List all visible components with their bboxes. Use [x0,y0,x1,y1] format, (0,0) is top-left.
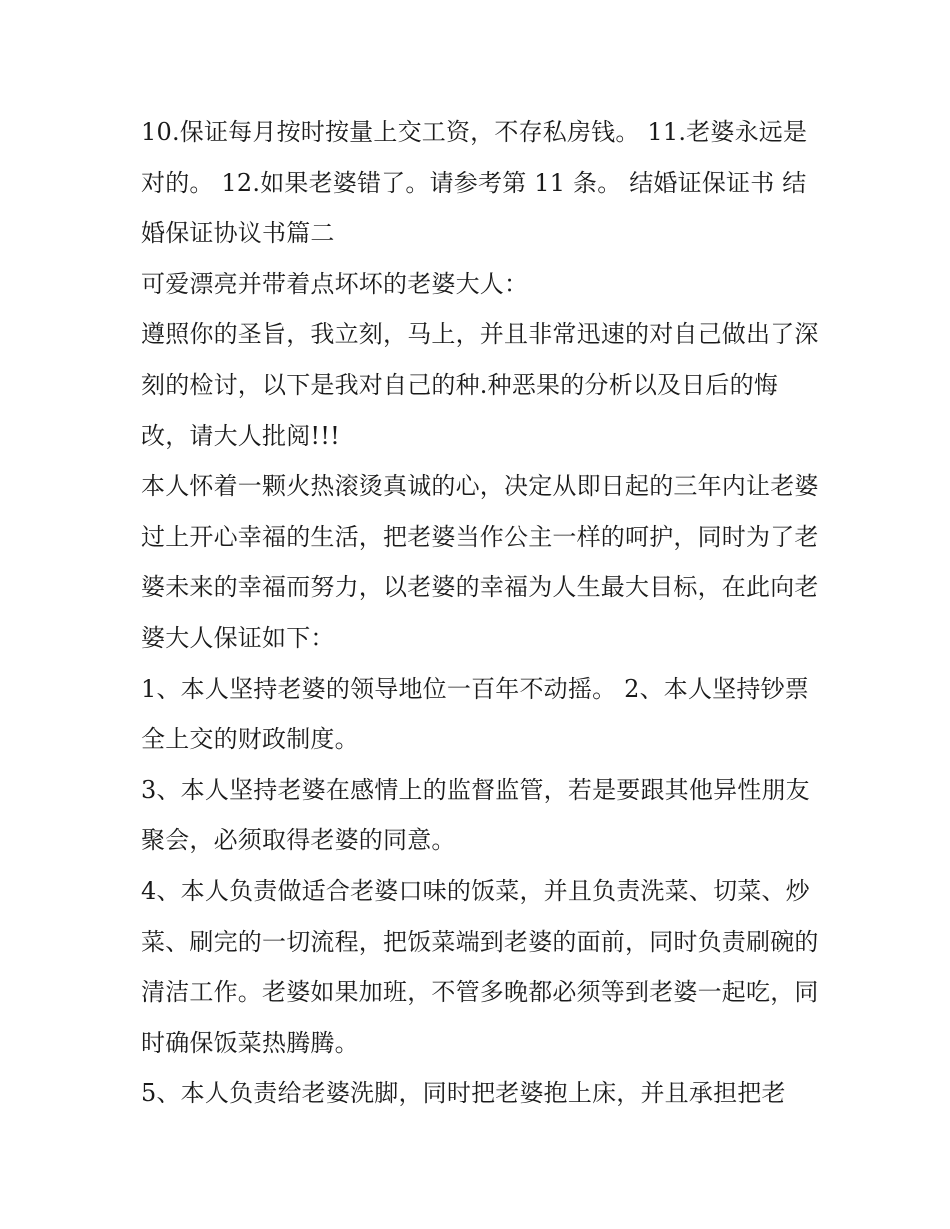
paragraph-item-3: 3、本人坚持老婆在感情上的监督监管，若是要跟其他异性朋友聚会，必须取得老婆的同意。 [141,775,810,855]
paragraph-pledge-items-10-12: 10.保证每月按时按量上交工资，不存私房钱。 11.老婆永远是对的。 12.如果老婆错了。请参考第 11 条。 结婚证保证书 结婚保证协议书篇二 [141,118,808,248]
paragraph-introduction: 遵照你的圣旨，我立刻，马上，并且非常迅速的对自己做出了深刻的检讨，以下是我对自己的种.种恶果的分析以及日后的悔改，请大人批阅!!! [141,320,819,450]
paragraph-item-4: 4、本人负责做适合老婆口味的饭菜，并且负责洗菜、切菜、炒菜、刷完的一切流程，把饭菜端到老婆的面前，同时负责刷碗的清洁工作。老婆如果加班，不管多晚都必须等到老婆一起吃，同时确保饭菜热腾腾。 [141,876,819,1057]
paragraph-item-5: 5、本人负责给老婆洗脚，同时把老婆抱上床，并且承担把老 [141,1079,786,1108]
document-body [141,107,821,1119]
paragraph-commitment: 本人怀着一颗火热滚烫真诚的心，决定从即日起的三年内让老婆过上开心幸福的生活，把老婆当作公主一样的呵护，同时为了老婆未来的幸福而努力，以老婆的幸福为人生最大目标，在此向老婆大人保证如下： [141,472,819,652]
paragraph-salutation: 可爱漂亮并带着点坏坏的老婆大人： [141,269,529,298]
paragraph-item-1-2: 1、本人坚持老婆的领导地位一百年不动摇。 2、本人坚持钞票全上交的财政制度。 [141,674,809,754]
